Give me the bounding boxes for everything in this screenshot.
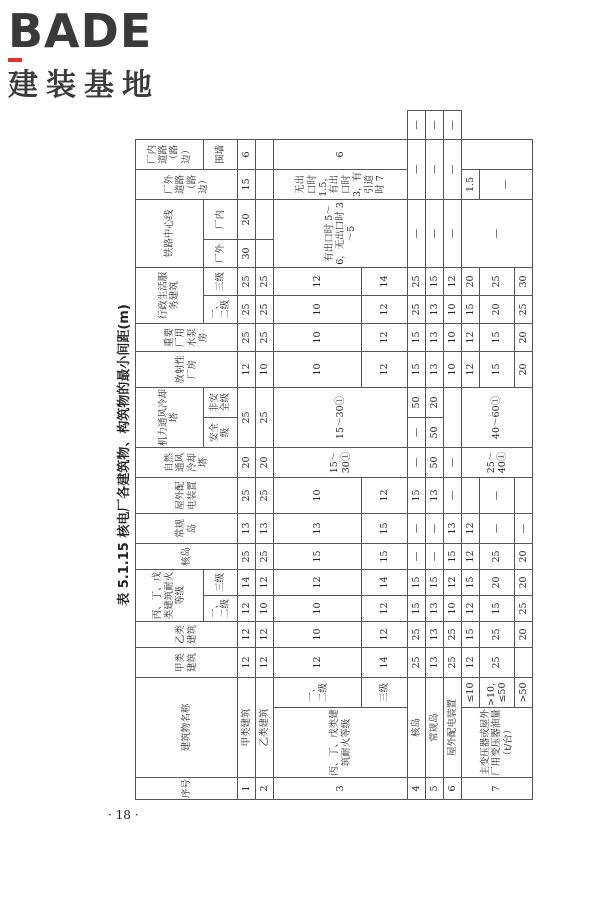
cell: 12 — [444, 569, 462, 595]
cell — [514, 477, 532, 513]
hdr-mech: 机力通风冷却塔 — [136, 387, 204, 447]
cell: 10 — [444, 323, 462, 351]
hdr-seq: 序号 — [136, 778, 238, 800]
cell: 25 — [514, 595, 532, 621]
hdr-mech-nonsafe: 非安全级 — [203, 387, 238, 417]
hdr-rail: 铁路中心线 — [136, 199, 204, 267]
cell: — — [408, 139, 426, 199]
cell: 10 — [274, 595, 362, 621]
cell: 14 — [362, 569, 408, 595]
cell — [462, 139, 533, 169]
cell: 15 — [408, 323, 426, 351]
cell: 20 — [480, 295, 515, 323]
cell: 13 — [426, 295, 444, 323]
cell: — — [408, 111, 426, 140]
cell: 15 — [462, 295, 480, 323]
cell: 50 — [426, 447, 444, 477]
cell: 20 — [514, 543, 532, 569]
cell: 25 — [238, 323, 256, 351]
rotated-page-content — [113, 110, 543, 800]
cell: 13 — [426, 595, 444, 621]
cell: 12 — [462, 513, 480, 543]
cell: 12 — [462, 323, 480, 351]
cell: — — [480, 513, 515, 543]
row-2-name: 乙类建筑 — [256, 677, 274, 777]
cell: 15 — [480, 351, 515, 387]
cell: 25 — [444, 647, 462, 677]
cell: — — [480, 169, 533, 199]
cell: 15 — [444, 543, 462, 569]
cell: 10 — [444, 295, 462, 323]
cell: 14 — [362, 647, 408, 677]
cell: 12 — [362, 595, 408, 621]
cell: 20 — [238, 447, 256, 477]
cell: 12 — [274, 267, 362, 295]
cell: 20 — [480, 569, 515, 595]
hdr-core: 核岛 — [136, 543, 238, 569]
cell: 20 — [238, 199, 256, 239]
cell: 12 — [362, 351, 408, 387]
row-5-no: 5 — [426, 778, 444, 800]
cell — [462, 477, 480, 513]
cell: 14 — [362, 267, 408, 295]
cell: 13 — [256, 513, 274, 543]
cell: 12 — [238, 351, 256, 387]
cell: 14 — [238, 569, 256, 595]
hdr-g12: 一、二级 — [203, 595, 238, 621]
row-7-oil-3: >50 — [514, 677, 532, 707]
row-3-natural: 15～30① — [274, 447, 408, 477]
hdr-pump: 重要厂用水泵房 — [136, 323, 238, 351]
cell: 25 — [256, 267, 274, 295]
hdr-rail-in: 厂内 — [203, 199, 238, 239]
cell: 15 — [462, 621, 480, 647]
row-3a — [274, 111, 362, 800]
cell: 12 — [462, 351, 480, 387]
cell: 15 — [462, 569, 480, 595]
hdr-outdoor: 屋外配电装置 — [136, 477, 238, 513]
cell — [256, 169, 274, 199]
cell: — — [426, 111, 444, 140]
cell: 12 — [462, 595, 480, 621]
cell: 15 — [426, 267, 444, 295]
cell: 12 — [362, 295, 408, 323]
hdr-jia: 甲类建筑 — [136, 647, 238, 677]
cell: 12 — [462, 543, 480, 569]
cell: — — [444, 199, 462, 267]
cell: — — [426, 513, 444, 543]
cell: — — [480, 477, 515, 513]
cell: 12 — [256, 569, 274, 595]
cell: 12 — [238, 647, 256, 677]
cell: 25 — [238, 477, 256, 513]
cell: 12 — [274, 569, 362, 595]
hdr-mech-safe: 安全级 — [203, 417, 238, 447]
cell: 25 — [238, 543, 256, 569]
cell: 25 — [480, 267, 515, 295]
cell: 25 — [480, 647, 515, 677]
hdr-road-out: 厂外道路（路边） — [136, 169, 238, 199]
cell: 13 — [426, 647, 444, 677]
cell: 10 — [274, 295, 362, 323]
row-6 — [444, 111, 462, 800]
cell: 10 — [444, 351, 462, 387]
cell: 20 — [514, 621, 532, 647]
cell: 10 — [256, 595, 274, 621]
cell: 15 — [426, 569, 444, 595]
cell: 50 — [408, 387, 426, 417]
cell: 25 — [256, 477, 274, 513]
hdr-g3: 三级 — [203, 569, 238, 595]
row-6-no: 6 — [444, 778, 462, 800]
row-1 — [238, 111, 256, 800]
cell: 15 — [480, 323, 515, 351]
cell — [444, 387, 462, 447]
cell: 12 — [444, 267, 462, 295]
cell: 10 — [274, 477, 362, 513]
row-7-mech: 40～60① — [462, 387, 533, 447]
cell: 12 — [256, 647, 274, 677]
cell: 30 — [514, 267, 532, 295]
row-5-name: 常规岛 — [426, 677, 444, 777]
row-1-name: 甲类建筑 — [238, 677, 256, 777]
row-5 — [426, 111, 444, 800]
cell: 50 — [426, 417, 444, 447]
cell: — — [426, 543, 444, 569]
cell: 25 — [514, 295, 532, 323]
cell — [256, 239, 274, 267]
cell: 25 — [480, 621, 515, 647]
cell: — — [444, 447, 462, 477]
cell: 30 — [238, 239, 256, 267]
cell: 12 — [362, 621, 408, 647]
hdr-yi: 乙类建筑 — [136, 621, 238, 647]
row-1-no: 1 — [238, 778, 256, 800]
hdr-fence: 围墙 — [203, 139, 238, 169]
hdr-natural: 自然通风冷却塔 — [136, 447, 238, 477]
row-7-no: 7 — [462, 778, 533, 800]
cell: — — [426, 139, 444, 199]
cell: 25 — [444, 621, 462, 647]
hdr-name: 建筑物名称 — [136, 677, 238, 777]
cell: 20 — [426, 387, 444, 417]
row-6-name: 屋外配电装置 — [444, 677, 462, 777]
cell: — — [444, 477, 462, 513]
row-7-oil-1: ≤10 — [462, 677, 480, 707]
logo-accent-bar — [8, 58, 22, 62]
hdr-bing-group: 丙、丁、戊类建筑耐火等级 — [136, 569, 204, 621]
header-row-1 — [136, 111, 204, 800]
row-7-road: 1.5 — [462, 169, 480, 199]
bade-logo — [8, 4, 188, 103]
cell: 15 — [362, 543, 408, 569]
cell: 15 — [408, 569, 426, 595]
cell: 20 — [514, 351, 532, 387]
cell: 25 — [408, 295, 426, 323]
cell: 13 — [426, 621, 444, 647]
cell: 6 — [238, 139, 256, 169]
row-3-sub2: 三级 — [362, 677, 408, 707]
row-3-rail: 有出口时 5～6，无出口时 3～5 — [274, 199, 408, 267]
cell: 15 — [238, 169, 256, 199]
hdr-rail-out: 厂外 — [203, 239, 238, 267]
hdr-admin-12: 一、二级 — [203, 295, 238, 323]
row-3-no: 3 — [274, 778, 408, 800]
cell: 15 — [408, 595, 426, 621]
row-3-sub1: 一、二级 — [274, 677, 362, 707]
cell: 25 — [256, 323, 274, 351]
cell: — — [408, 447, 426, 477]
row-7-natural: 25～40① — [462, 447, 533, 477]
cell: 25 — [238, 267, 256, 295]
row-3-fence: 6 — [274, 139, 408, 169]
cell: 25 — [408, 267, 426, 295]
row-3-mech: 15～30① — [274, 387, 408, 447]
cell: 13 — [274, 513, 362, 543]
cell: 12 — [238, 621, 256, 647]
cell: — — [462, 199, 533, 267]
cell: 15 — [274, 543, 362, 569]
cell: 12 — [238, 595, 256, 621]
row-4-name: 核岛 — [408, 677, 426, 777]
cell: 13 — [426, 477, 444, 513]
cell: — — [408, 513, 426, 543]
cell: 12 — [274, 647, 362, 677]
cell: 20 — [256, 447, 274, 477]
cell: 25 — [480, 543, 515, 569]
cell: — — [514, 513, 532, 543]
cell: — — [408, 199, 426, 267]
row-7a — [462, 111, 480, 800]
cell: — — [426, 199, 444, 267]
cell: 20 — [462, 267, 480, 295]
cell: 10 — [274, 323, 362, 351]
cell: 12 — [362, 477, 408, 513]
cell: — — [408, 417, 426, 447]
cell: 12 — [462, 647, 480, 677]
cell: 25 — [408, 621, 426, 647]
cell: 25 — [238, 387, 256, 447]
cell: 25 — [408, 647, 426, 677]
hdr-admin: 行政生活服务建筑 — [136, 267, 204, 323]
row-2-no: 2 — [256, 778, 274, 800]
hdr-radio: 放射性厂房 — [136, 351, 238, 387]
cell: 25 — [238, 295, 256, 323]
cell: 25 — [256, 543, 274, 569]
cell: 10 — [274, 351, 362, 387]
cell: 13 — [238, 513, 256, 543]
hdr-road-in: 厂内道路（路边） — [136, 139, 204, 169]
cell: 15 — [408, 351, 426, 387]
cell: 25 — [256, 387, 274, 447]
hdr-admin-3: 三级 — [203, 267, 238, 295]
distance-table — [135, 110, 533, 800]
cell: 13 — [444, 513, 462, 543]
cell: 20 — [514, 323, 532, 351]
cell — [514, 647, 532, 677]
cell: — — [444, 139, 462, 199]
row-3-road: 无出口时 1.5，有出口时 3，有引道时 7 — [274, 169, 408, 199]
cell: 13 — [426, 323, 444, 351]
spacing-table — [135, 110, 533, 800]
cell: 10 — [274, 621, 362, 647]
cell: 20 — [514, 569, 532, 595]
cell — [256, 139, 274, 169]
row-2 — [256, 111, 274, 800]
cell: — — [408, 543, 426, 569]
cell: 13 — [426, 351, 444, 387]
cell: 10 — [256, 351, 274, 387]
row-3-name: 丙、丁、戊类建筑耐火等级 — [274, 708, 408, 778]
cell: 15 — [408, 477, 426, 513]
cell: 15 — [480, 595, 515, 621]
row-7-oil-2: >10，≤50 — [480, 677, 515, 707]
cell — [256, 199, 274, 239]
hdr-conv: 常规岛 — [136, 513, 238, 543]
row-4 — [408, 111, 426, 800]
row-7-name: 主变压器或屋外厂用变压器油量（t/台） — [462, 708, 533, 778]
cell: 12 — [256, 621, 274, 647]
cell: 10 — [444, 595, 462, 621]
cell: 25 — [256, 295, 274, 323]
logo-subtitle: 建装基地 — [8, 68, 160, 103]
cell: — — [444, 111, 462, 140]
row-4-no: 4 — [408, 778, 426, 800]
cell: 12 — [362, 323, 408, 351]
cell: 15 — [362, 513, 408, 543]
page-number: · 18 · — [108, 808, 139, 822]
logo-mark: BADE — [8, 4, 153, 58]
table-caption: 表 5.1.15 核电厂各建筑物、构筑物的最小间距(m) — [117, 304, 132, 606]
